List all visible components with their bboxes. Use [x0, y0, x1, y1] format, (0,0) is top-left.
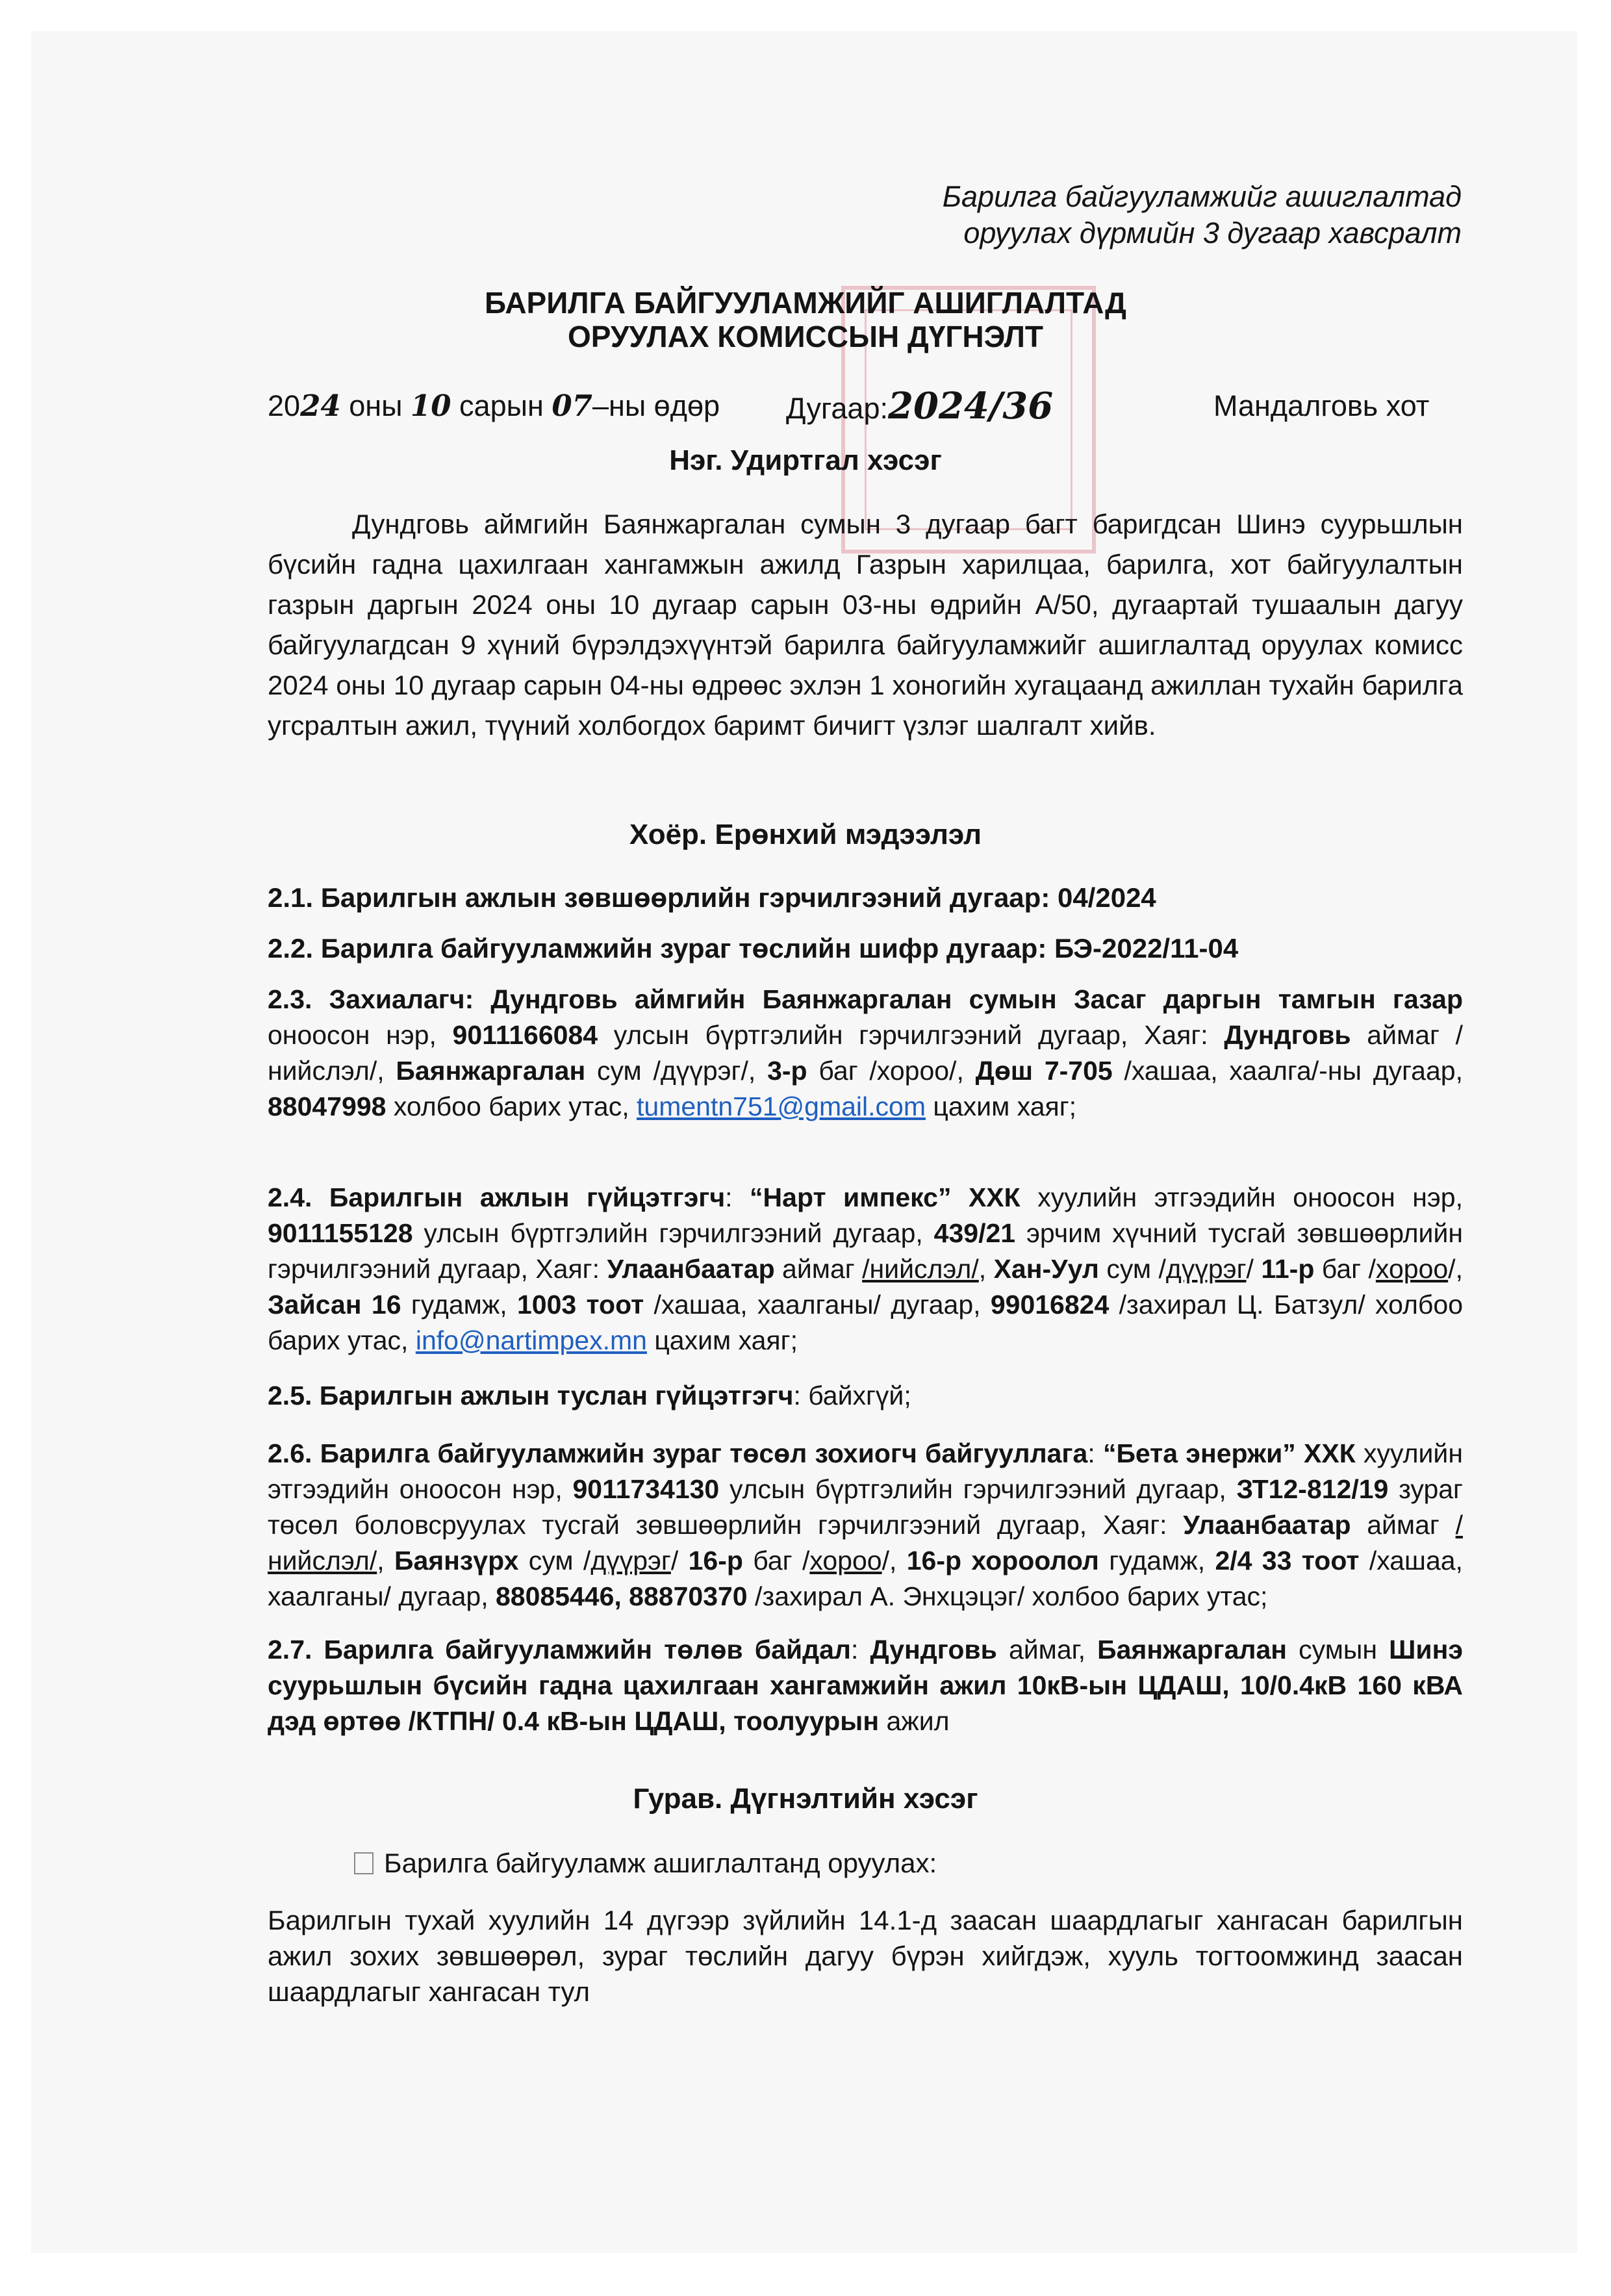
- document-number: [786, 385, 1054, 427]
- annex-line-2: оруулах дүрмийн 3 дугаар хавсралт: [963, 216, 1462, 249]
- contractor-email-link[interactable]: info@nartimpex.mn: [415, 1325, 647, 1355]
- document-title: [0, 286, 1611, 353]
- date-year-prefix: 20: [268, 389, 301, 422]
- item-2-1: 2.1. Барилгын ажлын зөвшөөрлийн гэрчилгээний дугаар: 04/2024: [268, 882, 1156, 913]
- section2-heading: Хоёр. Ерөнхий мэдээлэл: [629, 819, 982, 850]
- title-line-2: ОРУУЛАХ КОМИССЫН ДҮГНЭЛТ: [567, 320, 1043, 353]
- date-month-handwritten: 10: [410, 389, 451, 423]
- annex-line-1: Барилга байгууламжийг ашиглалтад: [942, 180, 1462, 213]
- item-2-6: 2.6. Барилга байгууламжийн зураг төсөл зохиогч байгууллага: “Бета энержи” ХХК хуулийн этгээдийн оноосон нэр, 9011734130 улсын бүртгэлийн гэрчилгээний дугаар, ЗТ12-812/19 зураг төсөл боловсруулах тусгай зөвшөөрлийн гэрчилгээний дугаар, Хаяг: Улаанбаатар аймаг /нийслэл/, Баянзүрх сум /дүүрэг/ 16-р баг /хороо/, 16-р хороолол гудамж, 2/4 33 тоот /хашаа, хаалганы/ дугаар, 88085446, 88870370 /захирал А. Энхцэцэг/ холбоо барих утас;: [268, 1438, 1464, 1611]
- date-year-suffix: оны: [340, 389, 411, 422]
- item-2-2: 2.2. Барилга байгууламжийн зураг төслийн шифр дугаар: БЭ-2022/11-04: [268, 933, 1239, 963]
- section3-heading: Гурав. Дүгнэлтийн хэсэг: [633, 1783, 978, 1815]
- item-2-5: 2.5. Барилгын ажлын туслан гүйцэтгэгч: байхгүй;: [268, 1381, 911, 1410]
- section3-text: Барилгын тухай хуулийн 14 дүгээр зүйлийн 14.1-д заасан шаардлагыг хангасан барилгын ажил зохих зөвшөөрөл, зураг төслийн дагуу бүрэн хийгдэж, хууль тогтоомжинд заасан шаардлагыг хангасан тул: [268, 1905, 1463, 2007]
- commissioning-checkbox[interactable]: [354, 1852, 374, 1874]
- number-label: Дугаар:: [786, 392, 888, 425]
- date-day-suffix: –ны өдөр: [592, 389, 720, 422]
- item-2-7: 2.7. Барилга байгууламжийн төлөв байдал: Дундговь аймаг, Баянжаргалан сумын Шинэ суурьшлын бүсийн гадна цахилгаан хангамжийн ажил 10кВ-ын ЦДАШ, 10/0.4кВ 160 кВА дэд өртөө /КТПН/ 0.4 кВ-ын ЦДАШ, тоолуурын ажил: [268, 1635, 1463, 1736]
- date-year-handwritten: 24: [300, 389, 341, 423]
- title-line-1: БАРИЛГА БАЙГУУЛАМЖИЙГ АШИГЛАЛТАД: [485, 286, 1126, 320]
- number-handwritten: 2024/36: [887, 385, 1054, 427]
- section1-heading: Нэг. Удиртгал хэсэг: [669, 444, 942, 476]
- item-2-3: 2.3. Захиалагч: Дундговь аймгийн Баянжаргалан сумын Засаг даргын тамгын газар оноосон нэр, 9011166084 улсын бүртгэлийн гэрчилгээний дугаар, Хаяг: Дундговь аймаг /нийслэл/, Баянжаргалан сум /дүүрэг/, 3-р баг /хороо/, Дөш 7-705 /хашаа, хаалга/-ны дугаар, 88047998 холбоо барих утас, tumentn751@gmail.com цахим хаяг;: [268, 984, 1464, 1121]
- commissioning-checkbox-row[interactable]: [354, 1845, 937, 1881]
- date-month-suffix: сарын: [451, 389, 552, 422]
- item-2-4: 2.4. Барилгын ажлын гүйцэтгэгч: “Нарт импекс” ХХК хуулийн этгээдийн оноосон нэр, 9011155128 улсын бүртгэлийн гэрчилгээний дугаар, 439/21 эрчим хүчний тусгай зөвшөөрлийн гэрчилгээний дугаар, Хаяг: Улаанбаатар аймаг /нийслэл/, Хан-Уул сум /дүүрэг/ 11-р баг /хороо/, Зайсан 16 гудамж, 1003 тоот /хашаа, хаалганы/ дугаар, 99016824 /захирал Ц. Батзул/ холбоо барих утас, info@nartimpex.mn цахим хаяг;: [268, 1182, 1464, 1355]
- annex-note: [715, 179, 1462, 251]
- place-name: Мандалговь хот: [1213, 389, 1430, 422]
- customer-email-link[interactable]: tumentn751@gmail.com: [637, 1091, 926, 1121]
- date-day-handwritten: 07: [552, 389, 592, 423]
- section1-body: Дундговь аймгийн Баянжаргалан сумын 3 дугаар багт баригдсан Шинэ суурьшлын бүсийн гадна цахилгаан хангамжын ажилд Газрын харилцаа, барилга, хот байгуулалтын газрын даргын 2024 оны 10 дугаар сарын 03-ны өдрийн А/50, дугаартай тушаалын дагуу байгуулагдсан 9 хүний бүрэлдэхүүнтэй барилга байгууламжийг ашиглалтад оруулах комисс 2024 оны 10 дугаар сарын 04-ны өдрөөс эхлэн 1 хоногийн хугацаанд ажиллан тухайн барилга угсралтын ажил, түүний холбогдох баримт бичигт үзлэг шалгалт хийв.: [268, 509, 1463, 741]
- section1-text: [268, 504, 1463, 746]
- date-line: [268, 388, 720, 424]
- commissioning-checkbox-label: Барилга байгууламж ашиглалтанд оруулах:: [384, 1848, 937, 1878]
